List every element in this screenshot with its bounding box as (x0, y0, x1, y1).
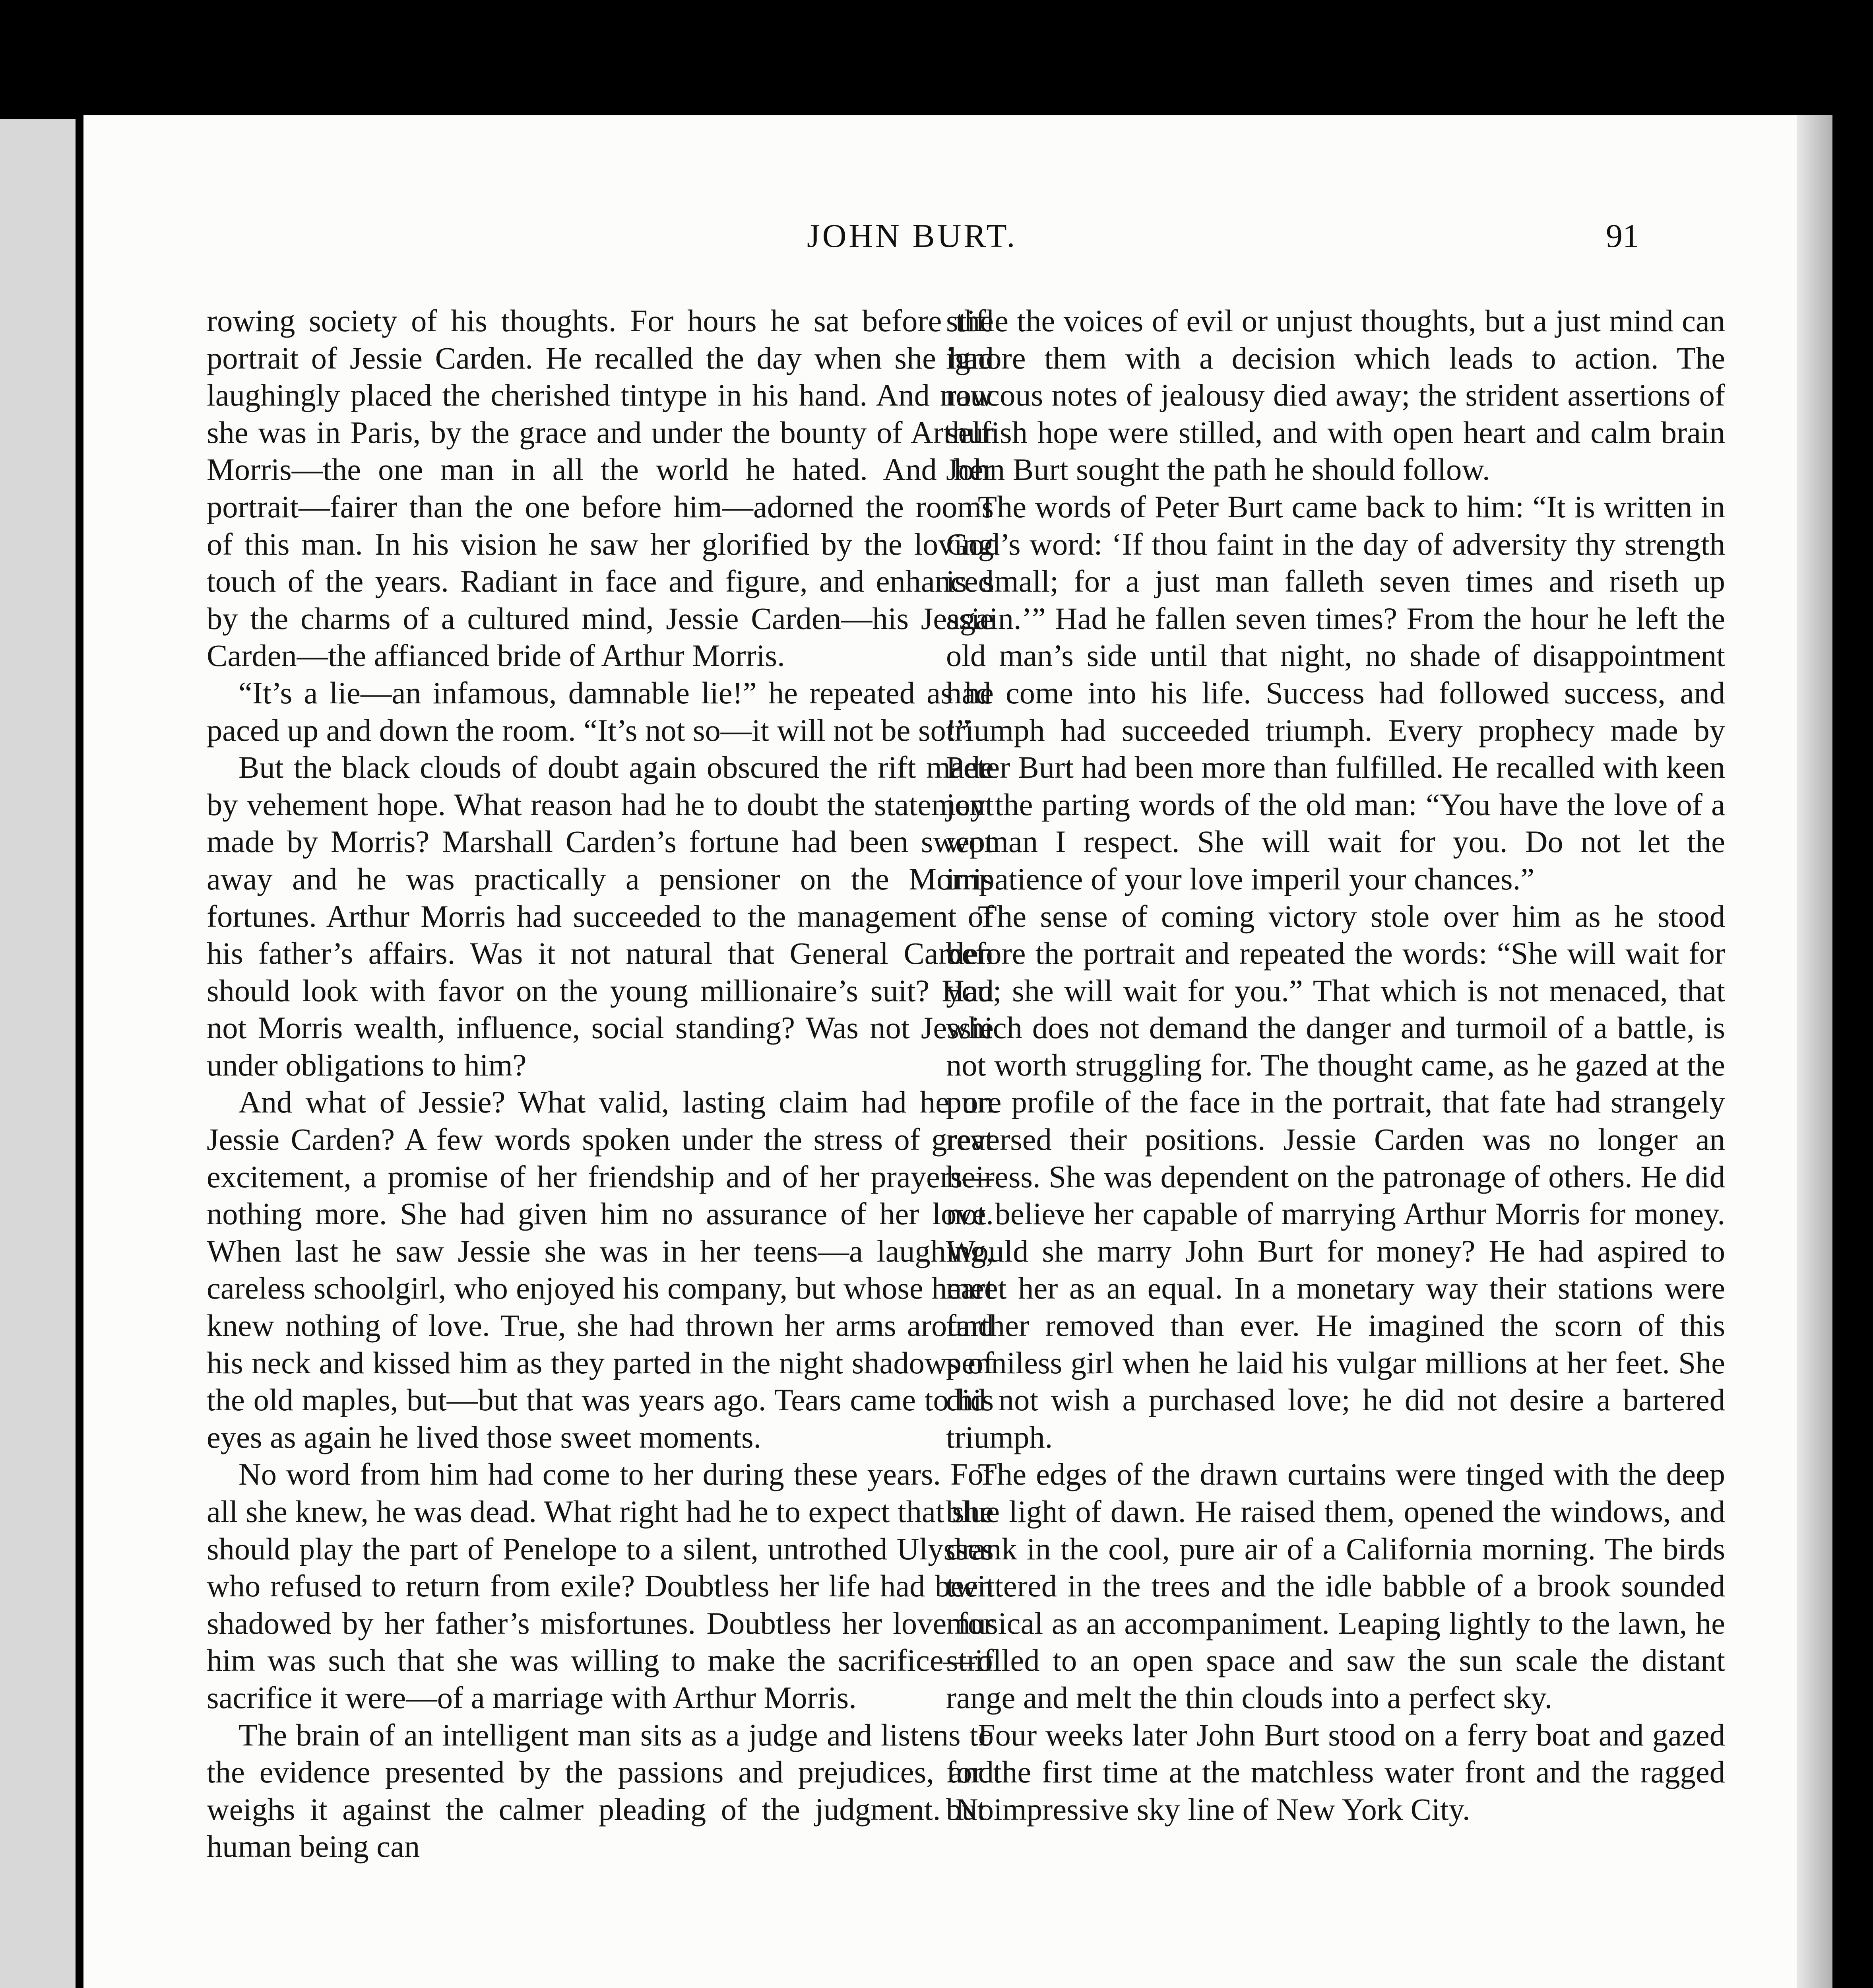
paragraph: rowing society of his thoughts. For hours he sat before the portrait of Jessie Carden. He recalled the day when she had laughingly placed the cherished tintype in his hand. And now she was in Paris, by the grace and under the bounty of Arthur Morris—the one man in all the world he hated. And her portrait—fairer than the one before him—adorned the rooms of this man. In his vision he saw her glorified by the loving touch of the years. Radiant in face and figure, and enhanced by the charms of a cultured mind, Jessie Carden—his Jessie Carden—the affianced bride of Arthur Morris. (207, 303, 994, 673)
paragraph: And what of Jessie? What valid, lasting claim had he on Jessie Carden? A few words spoken under the stress of great excitement, a promise of her friendship and of her prayers—nothing more. She had given him no assurance of her love. When last he saw Jessie she was in her teens—a laughing, careless schoolgirl, who enjoyed his company, but whose heart knew nothing of love. True, she had thrown her arms around his neck and kissed him as they parted in the night shadows of the old maples, but—but that was years ago. Tears came to his eyes as again he lived those sweet moments. (207, 1085, 994, 1454)
paragraph: The brain of an intelligent man sits as a judge and listens to the evidence presented by the passions and prejudices, and weighs it against the calmer pleading of the judgment. No human being can (207, 1717, 994, 1864)
paragraph: But the black clouds of doubt again obscured the rift made by vehement hope. What reason had he to doubt the statement made by Morris? Marshall Carden’s fortune had been swept away and he was practically a pensioner on the Morris fortunes. Arthur Morris had succeeded to the management of his father’s affairs. Was it not natural that General Carden should look with favor on the young millionaire’s suit? Had not Morris wealth, influence, social standing? Was not Jessie under obligations to him? (207, 750, 994, 1082)
paragraph: The sense of coming victory stole over him as he stood before the portrait and repeated the words: “She will wait for you; she will wait for you.” That which is not menaced, that which does not demand the danger and turmoil of a battle, is not worth struggling for. The thought came, as he gazed at the pure profile of the face in the portrait, that fate had strangely reversed their positions. Jessie Carden was no longer an heiress. She was dependent on the patronage of others. He did not believe her capable of marrying Arthur Morris for money. Would she marry John Burt for money? He had aspired to meet her as an equal. In a monetary way their stations were farther removed than ever. He imagined the scorn of this penniless girl when he laid his vulgar millions at her feet. She did not wish a purchased love; he did not desire a bartered triumph. (946, 899, 1725, 1454)
paragraph: Four weeks later John Burt stood on a ferry boat and gazed for the first time at the matchless water front and the ragged but impressive sky line of New York City. (946, 1717, 1725, 1827)
paragraph: stifle the voices of evil or unjust thoughts, but a just mind can ignore them with a decision which leads to action. The raucous notes of jealousy died away; the strident assertions of selfish hope were stilled, and with open heart and calm brain John Burt sought the path he should follow. (946, 303, 1725, 487)
facing-page-edge (0, 119, 76, 1988)
paragraph: No word from him had come to her during these years. For all she knew, he was dead. What right had he to expect that she should play the part of Penelope to a silent, untrothed Ulysses who refused to return from exile? Doubtless her life had been shadowed by her father’s misfortunes. Doubtless her love for him was such that she was willing to make the sacrifice—if sacrifice it were—of a marriage with Arthur Morris. (207, 1457, 994, 1715)
running-head: JOHN BURT. (807, 217, 1018, 254)
book-page (83, 115, 1832, 1988)
left-column (207, 302, 994, 1865)
paragraph: The words of Peter Burt came back to him: “It is written in God’s word: ‘If thou faint in the day of adversity thy strength is small; for a just man falleth seven times and riseth up again.’” Had he fallen seven times? From the hour he left the old man’s side until that night, no shade of disappointment had come into his life. Success had followed success, and triumph had succeeded triumph. Every prophecy made by Peter Burt had been more than fulfilled. He recalled with keen joy the parting words of the old man: “You have the love of a woman I respect. She will wait for you. Do not let the impatience of your love imperil your chances.” (946, 489, 1725, 896)
page-number: 91 (1606, 217, 1639, 254)
right-column (946, 302, 1725, 1828)
page-edge-shadow (1797, 115, 1832, 1988)
page-header (83, 217, 1832, 268)
paragraph: The edges of the drawn curtains were tinged with the deep blue light of dawn. He raised them, opened the windows, and drank in the cool, pure air of a California morning. The birds twittered in the trees and the idle babble of a brook sounded musical as an accompaniment. Leaping lightly to the lawn, he strolled to an open space and saw the sun scale the distant range and melt the thin clouds into a perfect sky. (946, 1457, 1725, 1715)
paragraph: “It’s a lie—an infamous, damnable lie!” he repeated as he paced up and down the room. “It’s not so—it will not be so!” (207, 675, 994, 747)
